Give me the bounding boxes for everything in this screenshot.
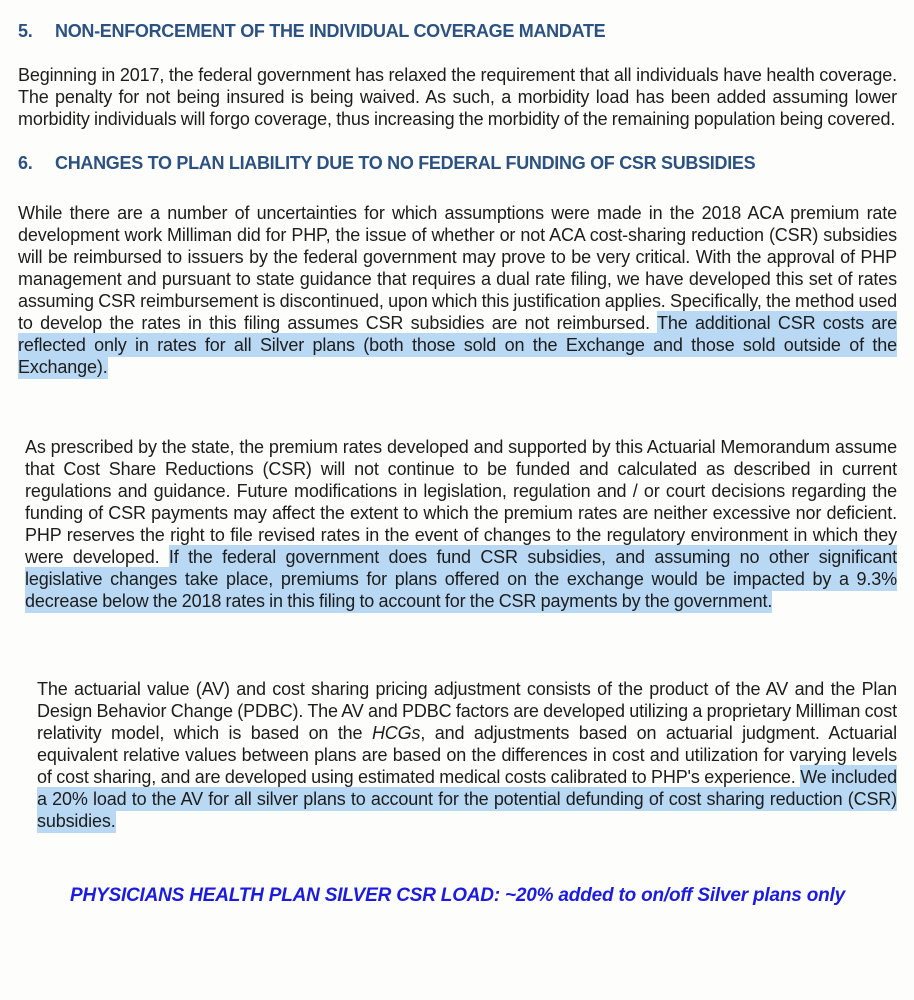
- section-5-title: NON-ENFORCEMENT OF THE INDIVIDUAL COVERAGE MANDATE: [55, 21, 606, 41]
- body-text: HCGs: [371, 723, 421, 743]
- section-5-number: 5.: [18, 21, 33, 41]
- highlighted-text: If the federal government does fund CSR subsidies, and assuming no other significant legislative changes take place, premiums for plans offered on the exchange would be impacted by a 9.3% decrease below the 2018 rates in this filing to account for the CSR payments by the government.: [25, 547, 897, 611]
- paragraph-csr-uncertainty: [18, 202, 897, 378]
- paragraph-actuarial-value-pdbc: [18, 678, 897, 832]
- annotation-silver-csr-load: PHYSICIANS HEALTH PLAN SILVER CSR LOAD: ~20% added to on/off Silver plans only: [70, 885, 845, 906]
- body-text: , and adjustments based on actuarial judgment. Actuarial equivalent relative values between plans are based on the differences in cost and utilization for varying levels of cost sharing, and are developed using estimated medical costs calibrated to PHP's experience.: [37, 723, 897, 787]
- body-text: Beginning in 2017, the federal government has relaxed the requirement that all individuals have health coverage. The penalty for not being insured is being waived. As such, a morbidity load has been added assuming lower morbidity individuals will forgo coverage, thus increasing the morbidity of the remaining population being covered.: [18, 65, 897, 129]
- body-text: As prescribed by the state, the premium rates developed and supported by this Actuarial Memorandum assume that Cost Share Reductions (CSR) will not continue to be funded and calculated as described in current regulations and guidance. Future modifications in legislation, regulation and / or court decisions regarding the funding of CSR payments may affect the extent to which the premium rates are neither excessive nor deficient. PHP reserves the right to file revised rates in the event of changes to the regulatory environment in which they were developed.: [25, 437, 897, 567]
- paragraph-state-prescribed-csr: [18, 436, 897, 612]
- paragraph-individual-mandate: [18, 64, 897, 130]
- highlighted-text: We included a 20% load to the AV for all silver plans to account for the potential defunding of cost sharing reduction (CSR) subsidies.: [37, 767, 898, 831]
- section-6-heading: [18, 152, 897, 174]
- body-text: The actuarial value (AV) and cost sharing pricing adjustment consists of the product of the AV and the Plan Design Behavior Change (PDBC). The AV and PDBC factors are developed utilizing a proprietary Milliman cost relativity model, which is based on the: [37, 679, 897, 743]
- section-5-heading: [18, 20, 897, 42]
- section-6-title: CHANGES TO PLAN LIABILITY DUE TO NO FEDERAL FUNDING OF CSR SUBSIDIES: [55, 153, 756, 173]
- highlighted-text: The additional CSR costs are reflected only in rates for all Silver plans (both those sold on the Exchange and those sold outside of the Exchange).: [18, 313, 897, 377]
- body-text: While there are a number of uncertainties for which assumptions were made in the 2018 ACA premium rate development work Milliman did for PHP, the issue of whether or not ACA cost-sharing reduction (CSR) subsidies will be reimbursed to issuers by the federal government may prove to be very critical. With the approval of PHP management and pursuant to state guidance that requires a dual rate filing, we have developed this set of rates assuming CSR reimbursement is discontinued, upon which this justification applies. Specifically, the method used to develop the rates in this filing assumes CSR subsidies are not reimbursed.: [18, 203, 897, 333]
- section-6-number: 6.: [18, 153, 33, 173]
